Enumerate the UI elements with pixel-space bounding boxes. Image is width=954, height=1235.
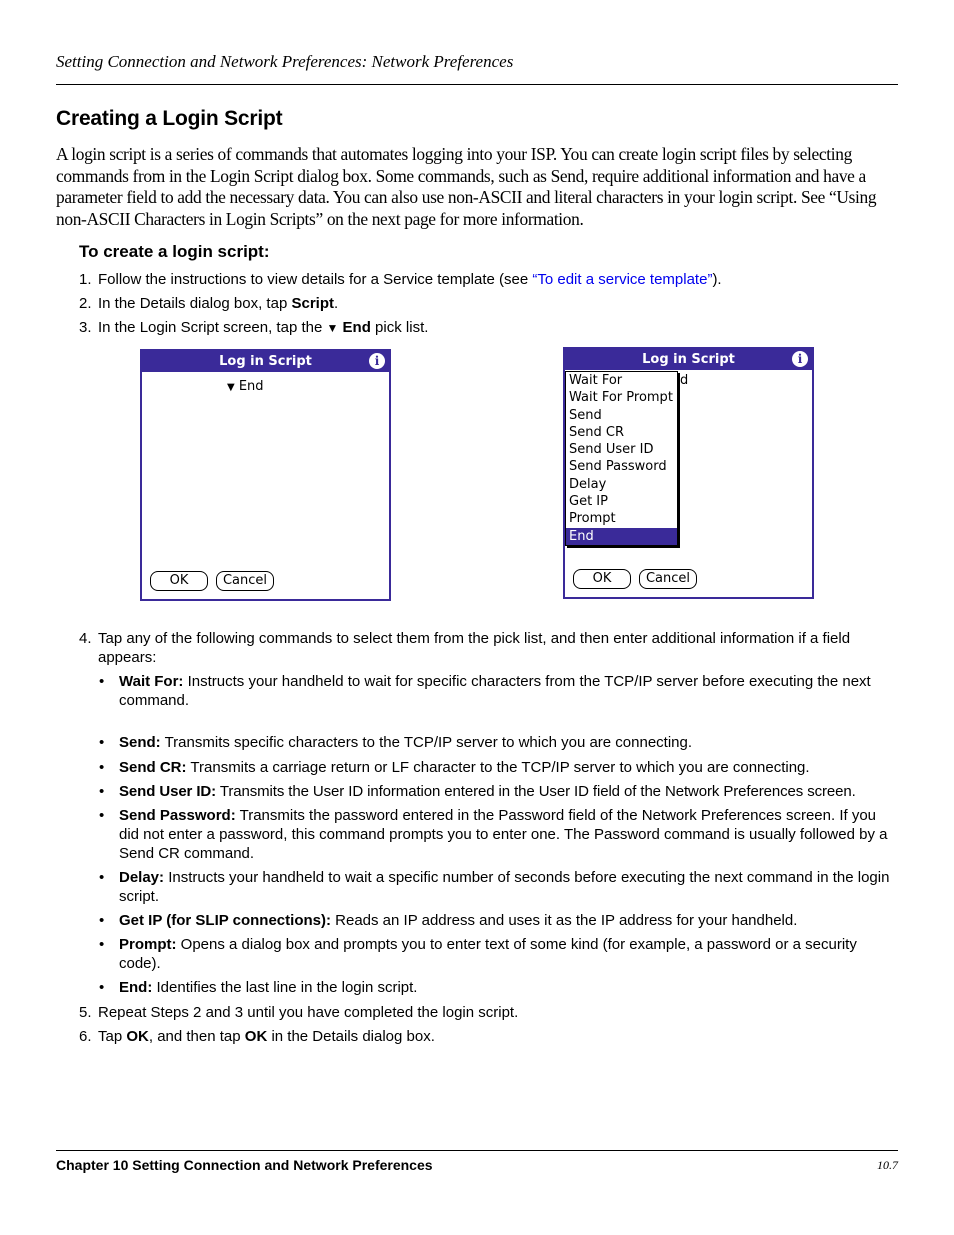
bullet-desc: Identifies the last line in the login script.	[156, 979, 418, 996]
screen-title: Log in Script	[642, 352, 735, 367]
pick-list-item[interactable]: End	[566, 528, 677, 545]
end-pick-trigger[interactable]	[227, 379, 264, 394]
bullet-marker: •	[99, 673, 105, 690]
step-4-text: Tap any of the following commands to select them from the pick list, and then enter additional information if a field appears:	[98, 630, 851, 666]
step-6-text-end: in the Details dialog box.	[267, 1028, 435, 1045]
bullet-term: Send Password:	[119, 807, 236, 824]
bullet-get-ip	[119, 911, 899, 930]
step-2-number: 2.	[79, 295, 92, 312]
step-6-number: 6.	[79, 1028, 92, 1045]
step-6-text: Tap	[98, 1028, 127, 1045]
step-4-number: 4.	[79, 630, 92, 647]
bullet-send-cr	[119, 758, 899, 777]
step-6-text-mid: , and then tap	[148, 1028, 245, 1045]
cancel-button[interactable]: Cancel	[216, 571, 274, 591]
pick-list-item[interactable]: Prompt	[569, 511, 616, 527]
bullet-term: Get IP (for SLIP connections):	[119, 912, 331, 929]
step-2-text-end: .	[333, 295, 339, 312]
bullet-term: Send:	[119, 734, 161, 751]
step-1-text: Follow the instructions to view details for a Service template (see	[98, 271, 533, 288]
step-1-text-end: ).	[712, 271, 722, 288]
running-header: Setting Connection and Network Preferences: Network Preferences	[56, 52, 514, 71]
screen-title-bar	[142, 351, 389, 372]
procedure-heading: To create a login script:	[79, 242, 270, 261]
page-number: 10.7	[877, 1158, 898, 1172]
login-script-screen-picklist	[563, 347, 814, 599]
down-triangle-icon: ▼	[326, 321, 339, 335]
step-3-bold: End	[342, 319, 371, 336]
bullet-wait-for	[119, 672, 879, 710]
screen-title-bar	[565, 349, 812, 370]
pick-list-item[interactable]: Wait For	[569, 373, 623, 388]
bullet-desc: Transmits a carriage return or LF character to the TCP/IP server to which you are connecting.	[190, 759, 810, 776]
ok-button[interactable]: OK	[150, 571, 208, 591]
bullet-marker: •	[99, 783, 105, 800]
step-2	[98, 294, 338, 313]
bullet-term: Send CR:	[119, 759, 187, 776]
bullet-marker: •	[99, 979, 105, 996]
bullet-prompt	[119, 935, 899, 973]
step-3-text: In the Login Script screen, tap the	[98, 319, 327, 336]
footer-rule	[56, 1150, 898, 1151]
bullet-marker: •	[99, 807, 105, 824]
pick-value: End	[238, 379, 264, 394]
bullet-end	[119, 978, 899, 997]
bullet-desc: Transmits specific characters to the TCP/IP server to which you are connecting.	[164, 734, 693, 751]
bullet-send	[119, 733, 899, 752]
bullet-term: Wait For:	[119, 673, 184, 690]
bullet-marker: •	[99, 734, 105, 751]
bullet-term: End:	[119, 979, 153, 996]
pick-list-item[interactable]: Send Password	[569, 459, 667, 475]
bullet-marker: •	[99, 912, 105, 929]
bullet-marker: •	[99, 936, 105, 953]
screen-title: Log in Script	[219, 354, 312, 369]
bullet-desc: Instructs your handheld to wait a specific number of seconds before executing the next command in the login script.	[119, 869, 890, 905]
bullet-desc: Transmits the User ID information entered in the User ID field of the Network Preferences screen.	[219, 783, 856, 800]
bullet-desc: Reads an IP address and uses it as the IP address for your handheld.	[335, 912, 798, 929]
bullet-term: Delay:	[119, 869, 165, 886]
bullet-marker: •	[99, 869, 105, 886]
pick-list-item[interactable]: Delay	[569, 476, 607, 492]
footer-chapter: Chapter 10 Setting Connection and Network Preferences	[56, 1157, 433, 1173]
bullet-marker: •	[99, 759, 105, 776]
bullet-desc: Transmits the password entered in the Password field of the Network Preferences screen. If you did not enter a password, this command prompts you to enter one. The Password command is usually followed by a Send CR command.	[119, 807, 888, 862]
step-6-bold-1: OK	[126, 1028, 149, 1045]
cancel-button[interactable]: Cancel	[639, 569, 697, 589]
section-title: Creating a Login Script	[56, 107, 283, 130]
bullet-send-user-id	[119, 782, 909, 801]
info-icon[interactable]: i	[369, 353, 385, 369]
step-3-text-end: pick list.	[370, 319, 429, 336]
bullet-term: Prompt:	[119, 936, 177, 953]
step-3	[98, 318, 428, 338]
ok-button[interactable]: OK	[573, 569, 631, 589]
step-1-number: 1.	[79, 271, 92, 288]
step-5-number: 5.	[79, 1004, 92, 1021]
info-icon[interactable]: i	[792, 351, 808, 367]
intro-paragraph: A login script is a series of commands that automates logging into your ISP. You can create login script files by selecting commands from in the Login Script dialog box. Some commands, such as Send, require additional information and have a parameter field to add the necessary data. You can also use non-ASCII and literal characters in your login script. See “Using non-ASCII Characters in Login Scripts” on the next page for more information.	[56, 144, 877, 229]
bullet-desc: Instructs your handheld to wait for specific characters from the TCP/IP server before executing the next command.	[119, 673, 871, 709]
header-rule	[56, 84, 898, 85]
pick-value-partial: d	[680, 373, 689, 388]
pick-list-item[interactable]: Wait For Prompt	[569, 390, 673, 406]
command-pick-list[interactable]	[565, 371, 678, 546]
pick-list-item[interactable]: Get IP	[569, 494, 608, 510]
pick-list-item[interactable]: Send CR	[569, 424, 624, 440]
step-1	[98, 270, 722, 289]
step-6	[98, 1027, 435, 1046]
bullet-desc: Opens a dialog box and prompts you to enter text of some kind (for example, a password or a security code).	[119, 936, 857, 972]
step-6-bold-2: OK	[244, 1028, 268, 1045]
pick-list-item[interactable]: Send	[569, 407, 602, 423]
step-5-text: Repeat Steps 2 and 3 until you have completed the login script.	[98, 1004, 519, 1021]
pick-arrow-icon: ▼	[227, 382, 235, 393]
edit-service-template-link[interactable]: “To edit a service template”	[532, 271, 713, 288]
bullet-delay	[119, 868, 899, 906]
pick-list-item[interactable]: Send User ID	[569, 442, 654, 458]
bullet-send-password	[119, 806, 899, 863]
step-2-text: In the Details dialog box, tap	[98, 295, 292, 312]
login-script-screen	[140, 349, 391, 601]
step-2-bold: Script	[291, 295, 334, 312]
bullet-term: Send User ID:	[119, 783, 217, 800]
step-3-number: 3.	[79, 319, 92, 336]
